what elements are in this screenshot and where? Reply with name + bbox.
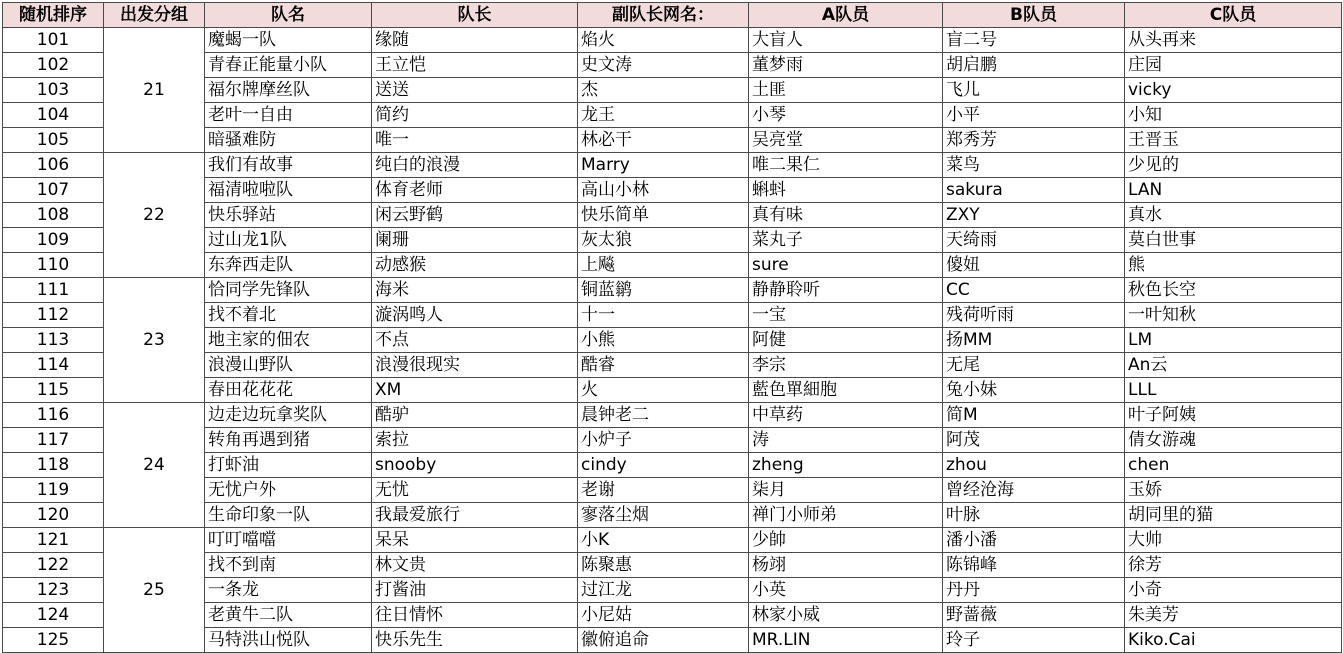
cell-member-c[interactable]: 莫白世事 [1125, 228, 1342, 253]
header-vice-captain[interactable]: 副队长网名： [578, 3, 749, 28]
cell-team-name[interactable]: 老黄牛二队 [205, 603, 372, 628]
cell-vice-captain[interactable]: 小K [578, 528, 749, 553]
header-random-order[interactable]: 随机排序 [3, 3, 104, 28]
cell-member-a[interactable]: zheng [749, 453, 943, 478]
cell-member-b[interactable]: 野蔷薇 [943, 603, 1125, 628]
cell-member-b[interactable]: 曾经沧海 [943, 478, 1125, 503]
cell-captain[interactable]: 简约 [372, 103, 578, 128]
cell-captain[interactable]: 往日情怀 [372, 603, 578, 628]
cell-member-b[interactable]: 兔小妹 [943, 378, 1125, 403]
cell-random-order[interactable]: 114 [3, 353, 104, 378]
cell-random-order[interactable]: 112 [3, 303, 104, 328]
cell-member-a[interactable]: 禅门小师弟 [749, 503, 943, 528]
cell-team-name[interactable]: 暗骚难防 [205, 128, 372, 153]
cell-team-name[interactable]: 我们有故事 [205, 153, 372, 178]
cell-member-a[interactable]: 唯二果仁 [749, 153, 943, 178]
cell-random-order[interactable]: 102 [3, 53, 104, 78]
cell-member-c[interactable]: 一叶知秋 [1125, 303, 1342, 328]
cell-captain[interactable]: 闲云野鹤 [372, 203, 578, 228]
cell-vice-captain[interactable]: 过江龙 [578, 578, 749, 603]
header-member-c[interactable]: C队员 [1125, 3, 1342, 28]
cell-team-name[interactable]: 恰同学先锋队 [205, 278, 372, 303]
cell-member-b[interactable]: ZXY [943, 203, 1125, 228]
cell-member-b[interactable]: 无尾 [943, 353, 1125, 378]
cell-member-c[interactable]: 倩女游魂 [1125, 428, 1342, 453]
cell-random-order[interactable]: 107 [3, 178, 104, 203]
cell-member-a[interactable]: 董梦雨 [749, 53, 943, 78]
cell-random-order[interactable]: 119 [3, 478, 104, 503]
cell-member-b[interactable]: 残荷听雨 [943, 303, 1125, 328]
cell-vice-captain[interactable]: 高山小林 [578, 178, 749, 203]
cell-random-order[interactable]: 115 [3, 378, 104, 403]
cell-vice-captain[interactable]: 龙王 [578, 103, 749, 128]
cell-random-order[interactable]: 121 [3, 528, 104, 553]
cell-member-b[interactable]: 陈锦峰 [943, 553, 1125, 578]
cell-member-a[interactable]: 林家小威 [749, 603, 943, 628]
cell-member-b[interactable]: 扬MM [943, 328, 1125, 353]
cell-member-c[interactable]: 庄园 [1125, 53, 1342, 78]
cell-departure-group[interactable]: 21 [104, 28, 205, 153]
cell-member-b[interactable]: 飞儿 [943, 78, 1125, 103]
cell-member-b[interactable]: 玲子 [943, 628, 1125, 653]
table-body [3, 28, 1342, 653]
cell-vice-captain[interactable]: 酷睿 [578, 353, 749, 378]
cell-member-c[interactable]: 真水 [1125, 203, 1342, 228]
cell-team-name[interactable]: 春田花花花 [205, 378, 372, 403]
header-captain[interactable]: 队长 [372, 3, 578, 28]
cell-vice-captain[interactable]: 寥落尘烟 [578, 503, 749, 528]
table-row [3, 403, 1342, 428]
cell-member-b[interactable]: 胡启鹏 [943, 53, 1125, 78]
cell-vice-captain[interactable]: 徽俯追命 [578, 628, 749, 653]
cell-member-a[interactable]: 涛 [749, 428, 943, 453]
cell-member-b[interactable]: 郑秀芳 [943, 128, 1125, 153]
cell-member-a[interactable]: 柒月 [749, 478, 943, 503]
table-header [3, 3, 1342, 28]
cell-member-a[interactable]: 真有味 [749, 203, 943, 228]
cell-captain[interactable]: snooby [372, 453, 578, 478]
cell-team-name[interactable]: 马特洪山悦队 [205, 628, 372, 653]
cell-team-name[interactable]: 找不着北 [205, 303, 372, 328]
cell-member-b[interactable]: 丹丹 [943, 578, 1125, 603]
cell-team-name[interactable]: 边走边玩拿奖队 [205, 403, 372, 428]
table-row [3, 28, 1342, 53]
cell-member-a[interactable]: 小琴 [749, 103, 943, 128]
cell-vice-captain[interactable]: 小尼姑 [578, 603, 749, 628]
cell-member-b[interactable]: zhou [943, 453, 1125, 478]
cell-vice-captain[interactable]: 老谢 [578, 478, 749, 503]
cell-member-a[interactable]: 少帥 [749, 528, 943, 553]
cell-team-name[interactable]: 地主家的佃农 [205, 328, 372, 353]
cell-departure-group[interactable]: 22 [104, 153, 205, 278]
cell-member-a[interactable]: 静静聆听 [749, 278, 943, 303]
cell-vice-captain[interactable]: 十一 [578, 303, 749, 328]
cell-member-a[interactable]: 土匪 [749, 78, 943, 103]
cell-random-order[interactable]: 103 [3, 78, 104, 103]
cell-member-c[interactable]: 大帅 [1125, 528, 1342, 553]
cell-team-name[interactable]: 魔蝎一队 [205, 28, 372, 53]
cell-vice-captain[interactable]: Marry [578, 153, 749, 178]
cell-vice-captain[interactable]: 焰火 [578, 28, 749, 53]
cell-team-name[interactable]: 打虾油 [205, 453, 372, 478]
cell-vice-captain[interactable]: 小炉子 [578, 428, 749, 453]
cell-member-b[interactable]: 简M [943, 403, 1125, 428]
cell-team-name[interactable]: 快乐驿站 [205, 203, 372, 228]
cell-random-order[interactable]: 105 [3, 128, 104, 153]
cell-departure-group[interactable]: 24 [104, 403, 205, 528]
cell-member-c[interactable]: 玉娇 [1125, 478, 1342, 503]
cell-member-b[interactable]: 菜鸟 [943, 153, 1125, 178]
cell-team-name[interactable]: 叮叮噹噹 [205, 528, 372, 553]
cell-team-name[interactable]: 老叶一自由 [205, 103, 372, 128]
cell-member-c[interactable]: 徐芳 [1125, 553, 1342, 578]
cell-vice-captain[interactable]: 陈聚惠 [578, 553, 749, 578]
cell-team-name[interactable]: 浪漫山野队 [205, 353, 372, 378]
cell-team-name[interactable]: 生命印象一队 [205, 503, 372, 528]
cell-member-a[interactable]: 蝌蚪 [749, 178, 943, 203]
cell-random-order[interactable]: 109 [3, 228, 104, 253]
cell-random-order[interactable]: 111 [3, 278, 104, 303]
cell-member-c[interactable]: LM [1125, 328, 1342, 353]
cell-random-order[interactable]: 110 [3, 253, 104, 278]
cell-random-order[interactable]: 125 [3, 628, 104, 653]
cell-member-c[interactable]: 熊 [1125, 253, 1342, 278]
cell-team-name[interactable]: 一条龙 [205, 578, 372, 603]
cell-captain[interactable]: 漩涡鸣人 [372, 303, 578, 328]
cell-vice-captain[interactable]: 灰太狼 [578, 228, 749, 253]
cell-member-a[interactable]: MR.LIN [749, 628, 943, 653]
cell-vice-captain[interactable]: 史文涛 [578, 53, 749, 78]
cell-captain[interactable]: 体育老师 [372, 178, 578, 203]
cell-random-order[interactable]: 116 [3, 403, 104, 428]
cell-vice-captain[interactable]: 上飚 [578, 253, 749, 278]
team-roster-table [2, 2, 1342, 653]
header-member-a[interactable]: A队员 [749, 3, 943, 28]
cell-captain[interactable]: 索拉 [372, 428, 578, 453]
table-row [3, 278, 1342, 303]
cell-member-c[interactable]: LLL [1125, 378, 1342, 403]
cell-captain[interactable]: 海米 [372, 278, 578, 303]
cell-random-order[interactable]: 120 [3, 503, 104, 528]
cell-member-c[interactable]: 小知 [1125, 103, 1342, 128]
cell-vice-captain[interactable]: 小熊 [578, 328, 749, 353]
cell-member-a[interactable]: 李宗 [749, 353, 943, 378]
cell-vice-captain[interactable]: 铜蓝鹟 [578, 278, 749, 303]
cell-captain[interactable]: 不点 [372, 328, 578, 353]
header-departure-group[interactable]: 出发分组 [104, 3, 205, 28]
cell-captain[interactable]: 浪漫很现实 [372, 353, 578, 378]
cell-random-order[interactable]: 122 [3, 553, 104, 578]
cell-captain[interactable]: 林文贵 [372, 553, 578, 578]
cell-team-name[interactable]: 福尔牌摩丝队 [205, 78, 372, 103]
cell-member-c[interactable]: 从头再来 [1125, 28, 1342, 53]
cell-captain[interactable]: XM [372, 378, 578, 403]
cell-vice-captain[interactable]: 林必干 [578, 128, 749, 153]
header-row [3, 3, 1342, 28]
cell-member-c[interactable]: 秋色长空 [1125, 278, 1342, 303]
cell-member-c[interactable]: 朱美芳 [1125, 603, 1342, 628]
cell-member-a[interactable]: 杨翊 [749, 553, 943, 578]
cell-departure-group[interactable]: 25 [104, 528, 205, 653]
cell-member-c[interactable]: 小奇 [1125, 578, 1342, 603]
cell-random-order[interactable]: 104 [3, 103, 104, 128]
cell-member-b[interactable]: 叶脉 [943, 503, 1125, 528]
cell-captain[interactable]: 无忧 [372, 478, 578, 503]
cell-member-a[interactable]: sure [749, 253, 943, 278]
cell-random-order[interactable]: 113 [3, 328, 104, 353]
cell-captain[interactable]: 王立恺 [372, 53, 578, 78]
cell-member-b[interactable]: 潘小潘 [943, 528, 1125, 553]
cell-captain[interactable]: 纯白的浪漫 [372, 153, 578, 178]
cell-departure-group[interactable]: 23 [104, 278, 205, 403]
cell-member-b[interactable]: 小平 [943, 103, 1125, 128]
cell-captain[interactable]: 缘随 [372, 28, 578, 53]
cell-member-a[interactable]: 大盲人 [749, 28, 943, 53]
cell-random-order[interactable]: 101 [3, 28, 104, 53]
cell-member-a[interactable]: 菜丸子 [749, 228, 943, 253]
cell-captain[interactable]: 阑珊 [372, 228, 578, 253]
cell-team-name[interactable]: 找不到南 [205, 553, 372, 578]
cell-member-b[interactable]: sakura [943, 178, 1125, 203]
cell-team-name[interactable]: 转角再遇到猪 [205, 428, 372, 453]
cell-captain[interactable]: 酷驴 [372, 403, 578, 428]
cell-captain[interactable]: 送送 [372, 78, 578, 103]
cell-member-a[interactable]: 阿健 [749, 328, 943, 353]
cell-member-c[interactable]: Kiko.Cai [1125, 628, 1342, 653]
header-team-name[interactable]: 队名 [205, 3, 372, 28]
cell-random-order[interactable]: 124 [3, 603, 104, 628]
cell-random-order[interactable]: 123 [3, 578, 104, 603]
cell-team-name[interactable]: 过山龙1队 [205, 228, 372, 253]
cell-random-order[interactable]: 117 [3, 428, 104, 453]
cell-captain[interactable]: 快乐先生 [372, 628, 578, 653]
cell-member-a[interactable]: 中草药 [749, 403, 943, 428]
cell-team-name[interactable]: 东奔西走队 [205, 253, 372, 278]
table-row [3, 528, 1342, 553]
cell-vice-captain[interactable]: cindy [578, 453, 749, 478]
cell-team-name[interactable]: 青春正能量小队 [205, 53, 372, 78]
cell-captain[interactable]: 我最爱旅行 [372, 503, 578, 528]
cell-captain[interactable]: 唯一 [372, 128, 578, 153]
cell-member-a[interactable]: 藍色單細胞 [749, 378, 943, 403]
cell-random-order[interactable]: 106 [3, 153, 104, 178]
cell-member-c[interactable]: vicky [1125, 78, 1342, 103]
cell-member-c[interactable]: LAN [1125, 178, 1342, 203]
cell-member-c[interactable]: 胡同里的猫 [1125, 503, 1342, 528]
cell-vice-captain[interactable]: 火 [578, 378, 749, 403]
cell-member-a[interactable]: 一宝 [749, 303, 943, 328]
cell-member-c[interactable]: chen [1125, 453, 1342, 478]
cell-captain[interactable]: 动感猴 [372, 253, 578, 278]
cell-member-c[interactable]: 叶子阿姨 [1125, 403, 1342, 428]
cell-member-b[interactable]: 傻妞 [943, 253, 1125, 278]
cell-member-b[interactable]: 天绮雨 [943, 228, 1125, 253]
cell-vice-captain[interactable]: 快乐简单 [578, 203, 749, 228]
cell-captain[interactable]: 打酱油 [372, 578, 578, 603]
cell-member-b[interactable]: 盲二号 [943, 28, 1125, 53]
cell-random-order[interactable]: 108 [3, 203, 104, 228]
header-member-b[interactable]: B队员 [943, 3, 1125, 28]
cell-member-a[interactable]: 小英 [749, 578, 943, 603]
cell-team-name[interactable]: 无忧户外 [205, 478, 372, 503]
cell-team-name[interactable]: 福清啦啦队 [205, 178, 372, 203]
cell-member-c[interactable]: 王晋玉 [1125, 128, 1342, 153]
cell-member-b[interactable]: 阿茂 [943, 428, 1125, 453]
cell-member-a[interactable]: 吴亮堂 [749, 128, 943, 153]
table-row [3, 153, 1342, 178]
cell-member-c[interactable]: An云 [1125, 353, 1342, 378]
cell-vice-captain[interactable]: 杰 [578, 78, 749, 103]
cell-member-b[interactable]: CC [943, 278, 1125, 303]
cell-captain[interactable]: 呆呆 [372, 528, 578, 553]
cell-vice-captain[interactable]: 晨钟老二 [578, 403, 749, 428]
cell-member-c[interactable]: 少见的 [1125, 153, 1342, 178]
cell-random-order[interactable]: 118 [3, 453, 104, 478]
